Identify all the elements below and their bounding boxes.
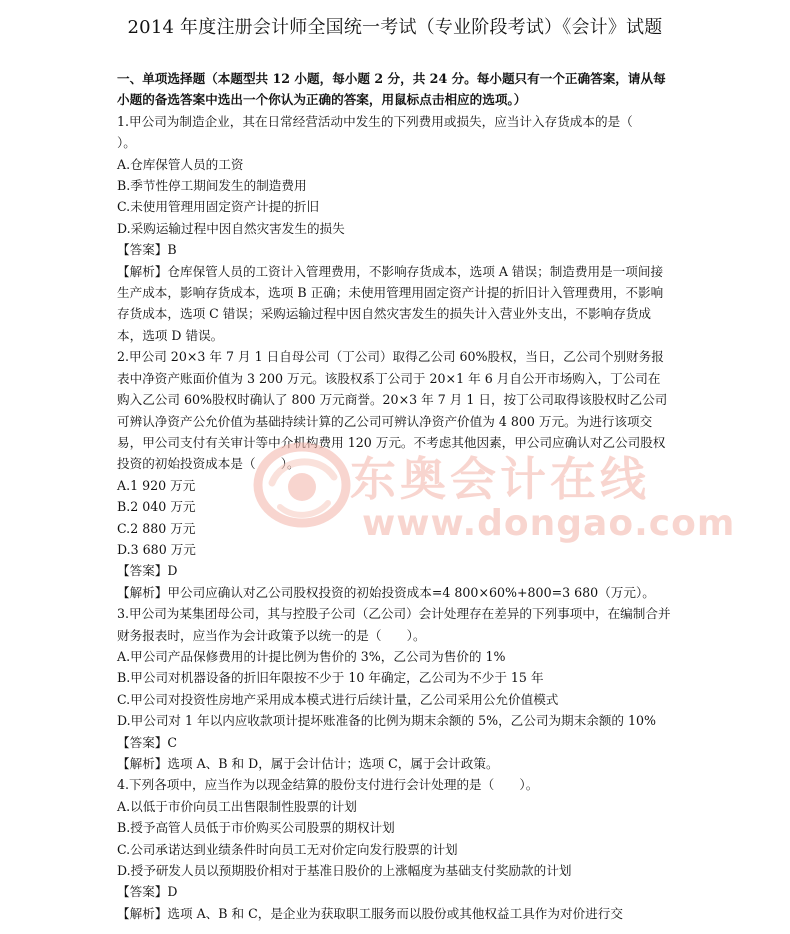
- question-1: [117, 111, 673, 346]
- option-d: D.3 680 万元: [117, 541, 196, 557]
- question-stem: 3.甲公司为某集团母公司，其与控股子公司（乙公司）会计处理存在差异的下列事项中，在编制合并财务报表时，应当作为会计政策予以统一的是（ ）。: [117, 606, 671, 643]
- option-b: B.甲公司对机器设备的折旧年限按不少于 10 年确定，乙公司为不少于 15 年: [117, 670, 544, 686]
- option-a: A.1 920 万元: [117, 477, 196, 493]
- option-b: B.授予高管人员低于市价购买公司股票的期权计划: [117, 820, 395, 836]
- watermark-brand-text: 东奥会计在线: [350, 452, 650, 506]
- analysis-paragraph: 【解析】甲公司应确认对乙公司股权投资的初始投资成本=4 800×60%+800=3 680（万元）。: [117, 584, 655, 600]
- document-body: [117, 68, 673, 924]
- option-b: B.2 040 万元: [117, 499, 196, 515]
- page-title: 2014 年度注册会计师全国统一考试（专业阶段考试）《会计》试题: [127, 17, 663, 38]
- option-c: C.公司承诺达到业绩条件时向员工无对价定向发行股票的计划: [117, 841, 458, 857]
- section-heading: 一、单项选择题（本题型共 12 小题，每小题 2 分，共 24 分。每小题只有一个正确答案，请从每小题的备选答案中选出一个你认为正确的答案，用鼠标点击相应的选项。）: [117, 71, 666, 108]
- option-d: D.授予研发人员以预期股价相对于基准日股价的上涨幅度为基础支付奖励款的计划: [117, 863, 572, 879]
- question-3: [117, 603, 673, 774]
- question-2: [117, 346, 673, 603]
- option-a: A.仓库保管人员的工资: [117, 156, 244, 172]
- analysis-paragraph: 【解析】选项 A、B 和 C，是企业为获取职工服务而以股份或其他权益工具作为对价进行交: [117, 905, 623, 921]
- option-c: C.2 880 万元: [117, 520, 196, 536]
- watermark-url-text: www.dongao.com: [362, 503, 736, 544]
- question-4: [117, 774, 673, 924]
- answer-line: 【答案】C: [117, 734, 178, 750]
- option-d: D.甲公司对 1 年以内应收款项计提坏账准备的比例为期末余额的 5%，乙公司为期末余额的 10%: [117, 713, 657, 729]
- analysis-paragraph: 【解析】选项 A、B 和 D，属于会计估计；选项 C，属于会计政策。: [117, 756, 499, 771]
- answer-line: 【答案】D: [117, 563, 178, 579]
- question-stem: 1.甲公司为制造企业，其在日常经营活动中发生的下列费用或损失，应当计入存货成本的是（ ）。: [117, 113, 658, 151]
- option-a: A.以低于市价向员工出售限制性股票的计划: [117, 798, 357, 814]
- option-b: B.季节性停工期间发生的制造费用: [117, 178, 307, 194]
- analysis-paragraph: 【解析】仓库保管人员的工资计入管理费用，不影响存货成本，选项 A 错误；制造费用是一项间接生产成本，影响存货成本，选项 B 正确；未使用管理用固定资产计提的折旧计入管理费用，不影响存货成本，选项 C 错误；采购运输过程中因自然灾害发生的损失计入营业外支出，不影响存货成本，选项 D 错误。: [117, 263, 664, 343]
- option-c: C.未使用管理用固定资产计提的折旧: [117, 199, 320, 215]
- option-d: D.采购运输过程中因自然灾害发生的损失: [117, 220, 345, 236]
- question-stem: 2.甲公司 20×3 年 7 月 1 日自母公司（丁公司）取得乙公司 60%股权，当日，乙公司个别财务报表中净资产账面价值为 3 200 万元。该股权系丁公司于 20×1 年 6 月自公开市场购入，丁公司在购入乙公司 60%股权时确认了 800 万元商誉。20×3 年 7 月 1 日，按丁公司取得该股权时乙公司可辨认净资产公允价值为基础持续计算的乙公司可辨认净资产价值为 4 800 万元。为进行该项交易，甲公司支付有关审计等中介机构费用 120 万元。不考虑其他因素，甲公司应确认对乙公司股权投资的初始投资成本是（ ）。: [117, 349, 668, 472]
- option-a: A.甲公司产品保修费用的计提比例为售价的 3%，乙公司为售价的 1%: [117, 648, 506, 664]
- answer-line: 【答案】B: [117, 242, 177, 258]
- option-c: C.甲公司对投资性房地产采用成本模式进行后续计量，乙公司采用公允价值模式: [117, 691, 559, 707]
- question-stem: 4.下列各项中，应当作为以现金结算的股份支付进行会计处理的是（ ）。: [117, 777, 539, 793]
- answer-line: 【答案】D: [117, 884, 178, 900]
